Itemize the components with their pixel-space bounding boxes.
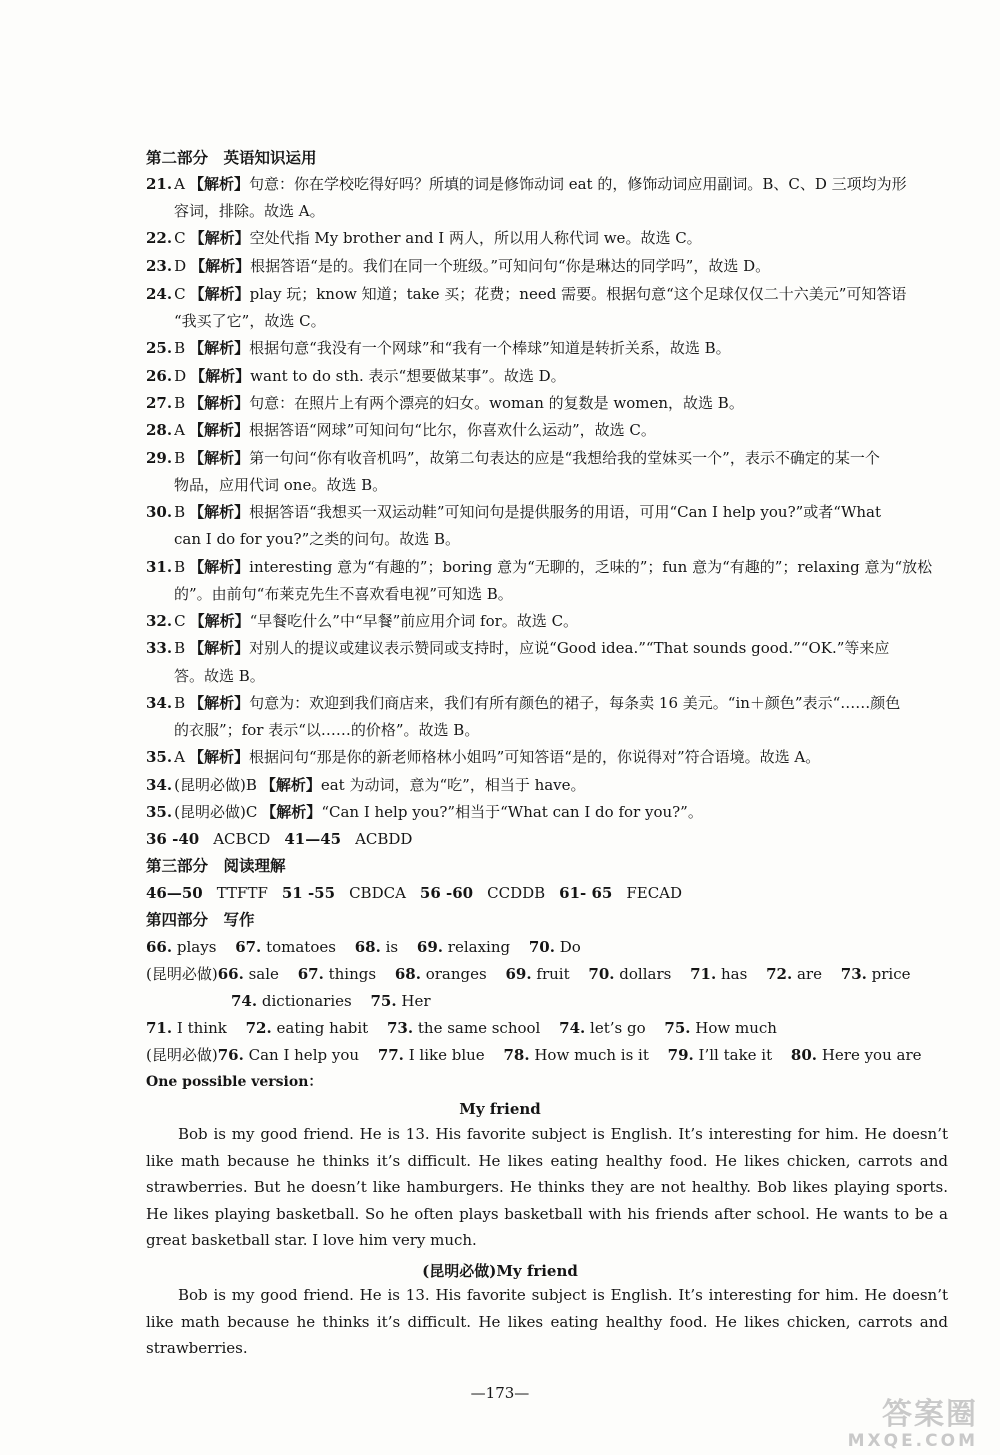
analysis-continuation: 的衣服”；for 表示“以……的价格”。故选 B。 xyxy=(174,721,480,739)
answers-36-45 xyxy=(146,829,945,849)
item-number: 76. xyxy=(217,1046,244,1064)
item-number: 68. xyxy=(394,965,421,983)
analysis-tag: 【解析】 xyxy=(189,394,250,412)
item-answer: B xyxy=(174,558,186,576)
item-answer: B xyxy=(174,639,186,657)
item-number: 27. xyxy=(146,394,173,412)
item-number: 77. xyxy=(377,1046,404,1064)
item-number: 78. xyxy=(503,1046,530,1064)
item-answer: Here you are xyxy=(821,1046,922,1064)
analysis-text: play 玩；know 知道；take 买；花费；need 需要。根据句意“这个足球仅仅二十六美元”可知答语 xyxy=(249,285,907,303)
answer-item-30 xyxy=(146,502,945,522)
analysis-tag: 【解析】 xyxy=(190,367,251,385)
answer-item-24 xyxy=(146,284,945,304)
analysis-text: 根据答语“是的。我们在同一个班级。”可知问句“你是琳达的同学吗”，故选 D。 xyxy=(250,257,771,275)
item-number: 30. xyxy=(146,503,173,521)
item-number: 33. xyxy=(146,639,173,657)
writing-answers-km74-75 xyxy=(231,991,945,1011)
item-number: 35. xyxy=(146,803,173,821)
item-answer: I’ll take it xyxy=(698,1046,773,1064)
essay-body: Bob is my good friend. He is 13. His favorite subject is English. It’s interesting for him. He doesn’t like math because he thinks it’s difficult. He likes eating healthy food. He likes chicken, carrots and strawberries. But he doesn’t like hamburgers. He thinks they are not healthy. Bob likes playing sports. He likes playing basketball. So he often plays basketball with his friends after school. He wants to be a great basketball star. I love him very much. xyxy=(146,1125,948,1249)
item-answer: Her xyxy=(401,992,431,1010)
analysis-continuation: 容词，排除。故选 A。 xyxy=(174,202,325,220)
watermark-logo xyxy=(808,1398,978,1450)
analysis-tag: 【解析】 xyxy=(189,639,250,657)
answer-item-km34 xyxy=(146,775,945,795)
item-number: 72. xyxy=(245,1019,272,1037)
analysis-tag: 【解析】 xyxy=(261,803,322,821)
item-answer: oranges xyxy=(425,965,487,983)
page-number: —173— xyxy=(470,1384,530,1402)
item-answer: plays xyxy=(176,938,217,956)
writing-answers-66-70 xyxy=(146,937,945,957)
analysis-tag: 【解析】 xyxy=(189,449,250,467)
item-answer: B xyxy=(174,503,186,521)
analysis-text: 空处代指 My brother and I 两人，所以用人称代词 we。故选 C。 xyxy=(249,229,702,247)
item-number: 31. xyxy=(146,558,173,576)
analysis-continuation: 答。故选 B。 xyxy=(174,667,265,685)
item-answer: has xyxy=(721,965,748,983)
analysis-text: interesting 意为“有趣的”；boring 意为“无聊的，乏味的”；fun 意为“有趣的”；relaxing 意为“放松 xyxy=(249,558,933,576)
answer-item-27 xyxy=(146,393,945,413)
analysis-text: “早餐吃什么”中“早餐”前应用介词 for。故选 C。 xyxy=(249,612,579,630)
answer-item-29 xyxy=(146,448,945,468)
item-number: 72. xyxy=(766,965,793,983)
item-number: 70. xyxy=(588,965,615,983)
item-answer: eating habit xyxy=(276,1019,369,1037)
item-answer: B xyxy=(174,339,186,357)
answer-item-25 xyxy=(146,338,945,358)
analysis-continuation: can I do for you?”之类的问句。故选 B。 xyxy=(174,530,461,548)
item-answer: C xyxy=(174,229,186,247)
item-answer: tomatoes xyxy=(266,938,336,956)
range-answers: TTFTF xyxy=(216,884,268,902)
item-number: 70. xyxy=(528,938,555,956)
analysis-text: 句意为：欢迎到我们商店来，我们有所有颜色的裙子，每条卖 16 美元。“in＋颜色”表示“……颜色 xyxy=(249,694,901,712)
range-answers: CCDDB xyxy=(487,884,546,902)
analysis-text: eat 为动词，意为“吃”，相当于 have。 xyxy=(320,776,586,794)
item-answer: How much is it xyxy=(534,1046,649,1064)
item-answer: B xyxy=(174,394,186,412)
analysis-tag: 【解析】 xyxy=(188,748,249,766)
essay-body-kunming: Bob is my good friend. He is 13. His favorite subject is English. It’s interesting for him. He doesn’t like math because he thinks it’s difficult. He likes eating healthy food. He likes chicken, carrots and strawberries. xyxy=(146,1286,948,1357)
writing-answers-km76-80 xyxy=(146,1045,945,1065)
answer-item-22 xyxy=(146,228,945,248)
analysis-tag: 【解析】 xyxy=(189,558,250,576)
item-number: 66. xyxy=(146,938,173,956)
answer-item-23 xyxy=(146,256,945,276)
answer-item-33 xyxy=(146,638,945,658)
item-number: 74. xyxy=(559,1019,586,1037)
section-title: 第四部分 写作 xyxy=(146,910,255,929)
analysis-tag: 【解析】 xyxy=(189,285,250,303)
item-answer: A xyxy=(174,748,185,766)
writing-answers-71-75 xyxy=(146,1018,945,1038)
item-number: 80. xyxy=(790,1046,818,1064)
section-title: 第二部分 英语知识运用 xyxy=(146,148,317,167)
item-number: 25. xyxy=(146,339,173,357)
analysis-tag: 【解析】 xyxy=(190,257,251,275)
item-answer: the same school xyxy=(417,1019,541,1037)
item-number: 68. xyxy=(354,938,381,956)
analysis-text: 根据问句“那是你的新老师格林小姐吗”可知答语“是的，你说得对”符合语境。故选 A。 xyxy=(248,748,821,766)
answer-item-28 xyxy=(146,420,945,440)
analysis-text: 第一句问“你有收音机吗”，故第二句表达的应是“我想给我的堂妹买一个”，表示不确定的某一个 xyxy=(249,449,880,467)
item-number: 24. xyxy=(146,285,173,303)
kunming-label: (昆明必做) xyxy=(146,965,218,983)
item-answer: is xyxy=(385,938,399,956)
range-label: 41—45 xyxy=(284,830,342,848)
item-answer: (昆明必做)C xyxy=(174,803,258,821)
item-number: 21. xyxy=(146,175,173,193)
item-number: 71. xyxy=(146,1019,173,1037)
item-number: 22. xyxy=(146,229,173,247)
answer-item-35 xyxy=(146,747,945,767)
range-answers: ACBDD xyxy=(355,830,413,848)
range-label: 46—50 xyxy=(146,884,203,902)
analysis-tag: 【解析】 xyxy=(188,421,249,439)
item-answer: relaxing xyxy=(447,938,511,956)
watermark-text: 答案圈 xyxy=(882,1397,978,1432)
writing-answers-km66-73 xyxy=(146,964,945,984)
item-number: 66. xyxy=(217,965,244,983)
item-number: 29. xyxy=(146,449,173,467)
analysis-text: 根据句意“我没有一个网球”和“我有一个棒球”知道是转折关系，故选 B。 xyxy=(249,339,731,357)
item-number: 73. xyxy=(387,1019,414,1037)
item-answer: D xyxy=(174,257,187,275)
item-number: 69. xyxy=(505,965,532,983)
item-answer: I think xyxy=(176,1019,227,1037)
item-answer: dollars xyxy=(619,965,672,983)
item-number: 71. xyxy=(690,965,717,983)
item-answer: Do xyxy=(559,938,581,956)
answer-item-32 xyxy=(146,611,945,631)
item-number: 69. xyxy=(416,938,443,956)
range-label: 61- 65 xyxy=(559,884,613,902)
item-answer: D xyxy=(174,367,187,385)
item-number: 35. xyxy=(146,748,173,766)
item-answer: Can I help you xyxy=(248,1046,360,1064)
analysis-tag: 【解析】 xyxy=(189,503,250,521)
item-number: 32. xyxy=(146,612,173,630)
analysis-text: 根据答语“网球”可知问句“比尔，你喜欢什么运动”，故选 C。 xyxy=(248,421,656,439)
analysis-text: 句意：你在学校吃得好吗？所填的词是修饰动词 eat 的，修饰动词应用副词。B、C、D 三项均为形 xyxy=(248,175,907,193)
item-number: 26. xyxy=(146,367,173,385)
analysis-text: 根据答语“我想买一双运动鞋”可知问句是提供服务的用语，可用“Can I help you?”或者“What xyxy=(249,503,882,521)
analysis-text: 对别人的提议或建议表示赞同或支持时，应说“Good idea.”“That sounds good.”“OK.”等来应 xyxy=(249,639,890,657)
possible-version-label: One possible version： xyxy=(146,1074,323,1090)
item-number: 67. xyxy=(235,938,262,956)
item-answer: B xyxy=(174,694,186,712)
item-answer: let’s go xyxy=(590,1019,646,1037)
range-answers: CBDCA xyxy=(349,884,406,902)
item-answer: sale xyxy=(248,965,279,983)
item-answer: C xyxy=(174,612,186,630)
answer-item-21 xyxy=(146,174,945,194)
item-answer: are xyxy=(796,965,822,983)
item-answer: A xyxy=(174,421,185,439)
analysis-text: “Can I help you?”相当于“What can I do for you?”。 xyxy=(321,803,703,821)
essay-title: My friend xyxy=(459,1100,541,1118)
analysis-tag: 【解析】 xyxy=(260,776,321,794)
reading-answers xyxy=(146,883,945,903)
analysis-tag: 【解析】 xyxy=(189,339,250,357)
item-answer: B xyxy=(174,449,186,467)
item-answer: I like blue xyxy=(408,1046,485,1064)
watermark-url: MXQE.COM xyxy=(847,1431,978,1451)
analysis-tag: 【解析】 xyxy=(189,229,250,247)
item-number: 67. xyxy=(297,965,324,983)
analysis-tag: 【解析】 xyxy=(188,175,249,193)
analysis-continuation: 的”。由前句“布莱克先生不喜欢看电视”可知选 B。 xyxy=(174,585,513,603)
analysis-continuation: 物品，应用代词 one。故选 B。 xyxy=(174,476,388,494)
analysis-text: want to do sth. 表示“想要做某事”。故选 D。 xyxy=(250,367,566,385)
item-number: 75. xyxy=(664,1019,691,1037)
item-number: 28. xyxy=(146,421,173,439)
item-answer: price xyxy=(871,965,911,983)
range-answers: ACBCD xyxy=(213,830,271,848)
range-label: 51 -55 xyxy=(281,884,336,902)
item-answer: C xyxy=(174,285,186,303)
section-title: 第三部分 阅读理解 xyxy=(146,856,286,875)
item-answer: fruit xyxy=(536,965,570,983)
essay-title-kunming: (昆明必做)My friend xyxy=(422,1262,578,1280)
answer-item-26 xyxy=(146,366,945,386)
item-number: 73. xyxy=(840,965,867,983)
analysis-tag: 【解析】 xyxy=(189,694,250,712)
answer-item-34 xyxy=(146,693,945,713)
item-number: 74. xyxy=(231,992,258,1010)
item-number: 34. xyxy=(146,776,173,794)
item-answer: dictionaries xyxy=(261,992,352,1010)
analysis-tag: 【解析】 xyxy=(189,612,250,630)
analysis-text: 句意：在照片上有两个漂亮的妇女。woman 的复数是 women，故选 B。 xyxy=(249,394,744,412)
answer-item-31 xyxy=(146,557,945,577)
item-number: 79. xyxy=(667,1046,694,1064)
range-label: 56 -60 xyxy=(419,884,474,902)
kunming-label: (昆明必做) xyxy=(146,1046,218,1064)
item-answer: things xyxy=(328,965,377,983)
answer-item-km35 xyxy=(146,802,945,822)
item-number: 75. xyxy=(370,992,397,1010)
item-answer: A xyxy=(174,175,185,193)
item-answer: (昆明必做)B xyxy=(174,776,257,794)
item-answer: How much xyxy=(695,1019,777,1037)
range-label: 36 -40 xyxy=(146,830,200,848)
item-number: 23. xyxy=(146,257,173,275)
item-number: 34. xyxy=(146,694,173,712)
range-answers: FECAD xyxy=(626,884,683,902)
analysis-continuation: “我买了它”，故选 C。 xyxy=(174,312,326,330)
